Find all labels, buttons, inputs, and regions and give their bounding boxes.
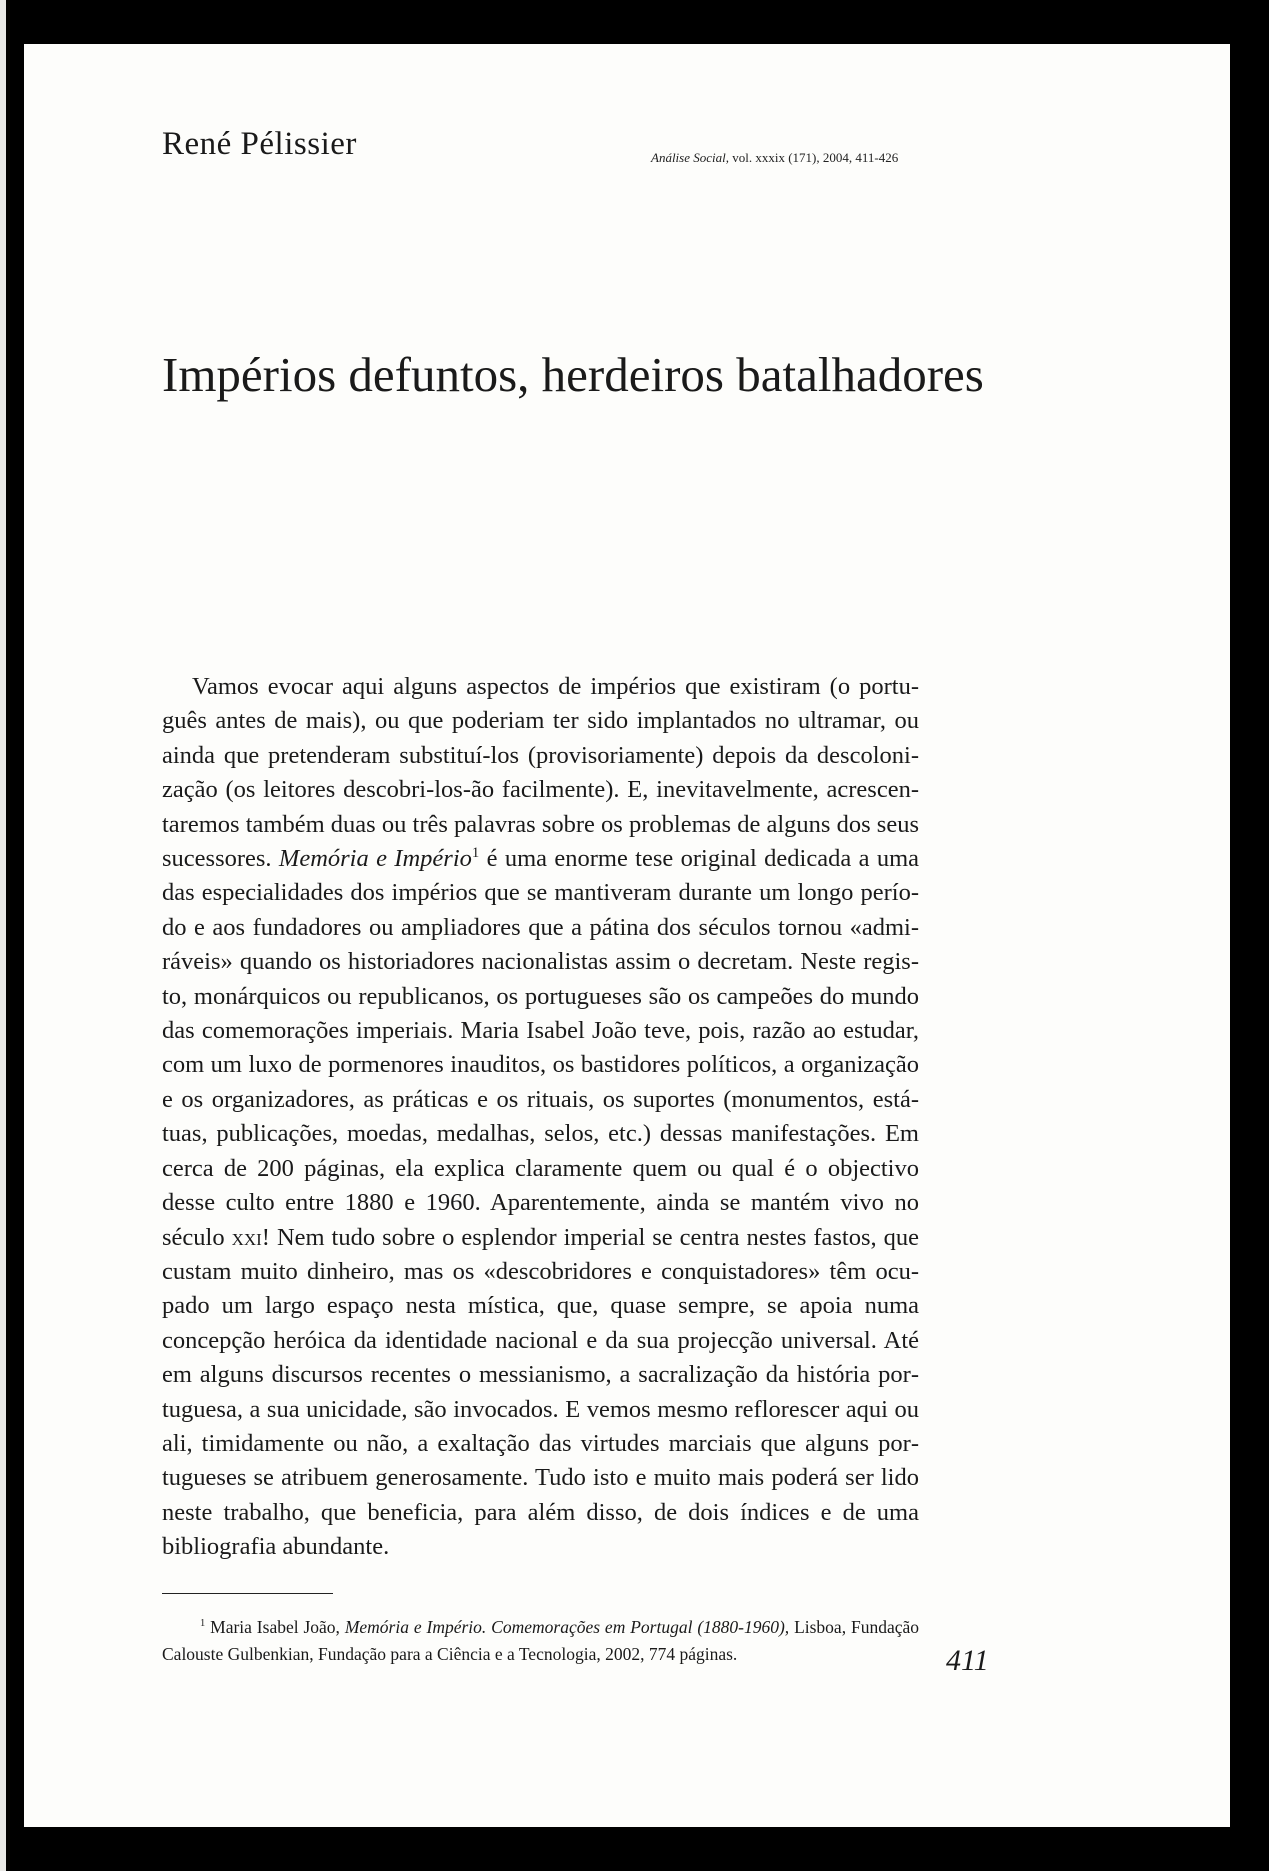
footnote-divider [162, 1593, 333, 1594]
page [24, 44, 1230, 1827]
journal-name: Análise Social, [651, 150, 729, 165]
paragraph [162, 670, 919, 1565]
paragraph-text-3: ! Nem tudo sobre o esplendor imperial se centra nestes fastos, que custam muito dinheiro, mas os «descobridores e conquistadores» têm ocupado um largo espaço nesta mística, que, quase sempre, se apoia numa concepção heróica da identidade nacional e da sua projecção universal. Até em alguns discursos recentes o messianismo, a sacralização da história portuguesa, a sua unicidade, são invocados. E vemos mesmo reflorescer aqui ou ali, timidamente ou não, a exaltação das virtudes marciais que alguns portugueses se atribuem generosamente. Tudo isto e muito mais poderá ser lido neste trabalho, que beneficia, para além disso, de dois índices e de uma bibliografia abundante. [162, 1223, 919, 1561]
scan-edge [0, 0, 6, 1871]
footnote-publication: Lisboa, Fundação Calouste Gulbenkian, Fundação para a Ciência e a Tecnologia, 2002, 774 páginas. [162, 1617, 919, 1664]
cited-work-title: Memória e Império [278, 845, 472, 873]
paragraph-text-1: Vamos evocar aqui alguns aspectos de impérios que existiram (o português antes de mais), ou que poderiam ter sido implantados no ultramar, ou ainda que pretenderam substituí-los (provisoriamente) depois da descolonização (os leitores descobri-los-ão facilmente). E, inevitavelmente, acrescentaremos também duas ou três palavras sobre os problemas de alguns dos seus sucessores. [162, 673, 919, 873]
running-header-citation [651, 150, 898, 166]
footnote-author: Maria Isabel João, [205, 1617, 345, 1637]
footnote-reference[interactable]: 1 [471, 844, 480, 861]
footnote-mark: 1 [200, 1618, 206, 1630]
paragraph-text-2: é uma enorme tese original dedicada a uma das especialidades dos impérios que se mantiveram durante um longo período e aos fundadores ou ampliadores que a pátina dos séculos tornou «admiráveis» quando os historiadores nacionalistas assim o decretam. Neste registo, monárquicos ou republicanos, os portugueses são os campeões do mundo das comemorações imperiais. Maria Isabel João teve, pois, razão ao estudar, com um luxo de pormenores inauditos, os bastidores políticos, a organização e os organizadores, as práticas e os rituais, os suportes (monumentos, estátuas, publicações, moedas, medalhas, selos, etc.) dessas manifestações. Em cerca de 200 páginas, ela explica claramente quem ou qual é o objectivo desse culto entre 1880 e 1960. Aparentemente, ainda se mantém vivo no século [162, 845, 919, 1251]
footnote [162, 1614, 919, 1668]
page-number: 411 [946, 1644, 989, 1677]
running-header-author: René Pélissier [162, 126, 357, 162]
century-numeral: xxi [231, 1223, 262, 1251]
footnote-paragraph [162, 1614, 919, 1668]
body-text [162, 670, 919, 1565]
footnote-title: Memória e Império. Comemorações em Portugal (1880-1960), [344, 1617, 790, 1637]
article-title: Impérios defuntos, herdeiros batalhadores [162, 347, 984, 402]
citation-details: vol. xxxix (171), 2004, 411-426 [729, 150, 899, 165]
